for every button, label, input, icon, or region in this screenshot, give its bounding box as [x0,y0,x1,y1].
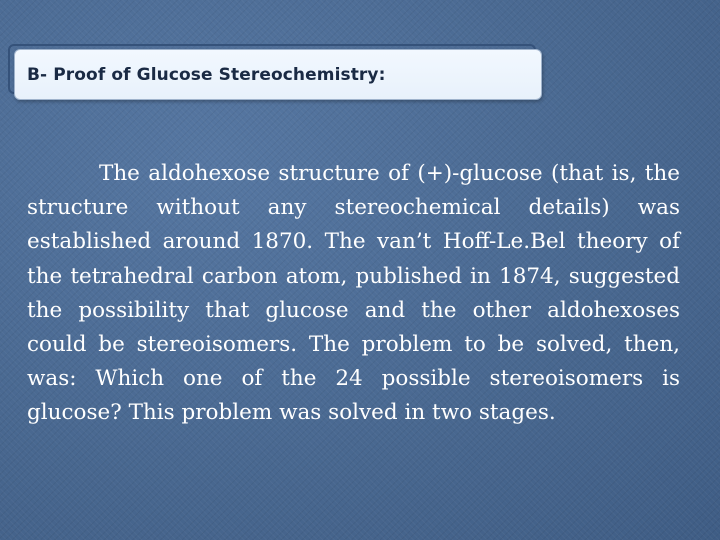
body-paragraph: The aldohexose structure of (+)-glucose (that is, the structure without any stereochemical details) was established around 1870. The van’t Hoff-Le.Bel theory of the tetrahedral carbon atom, published in 1874, suggested the possibility that glucose and the other aldohexoses could be stereoisomers. The problem to be solved, then, was: Which one of the 24 possible stereoisomers is glucose? This problem was solved in two stages. [27,161,680,426]
slide-title: B- Proof of Glucose Stereochemistry: [27,64,386,85]
title-box [14,49,542,100]
